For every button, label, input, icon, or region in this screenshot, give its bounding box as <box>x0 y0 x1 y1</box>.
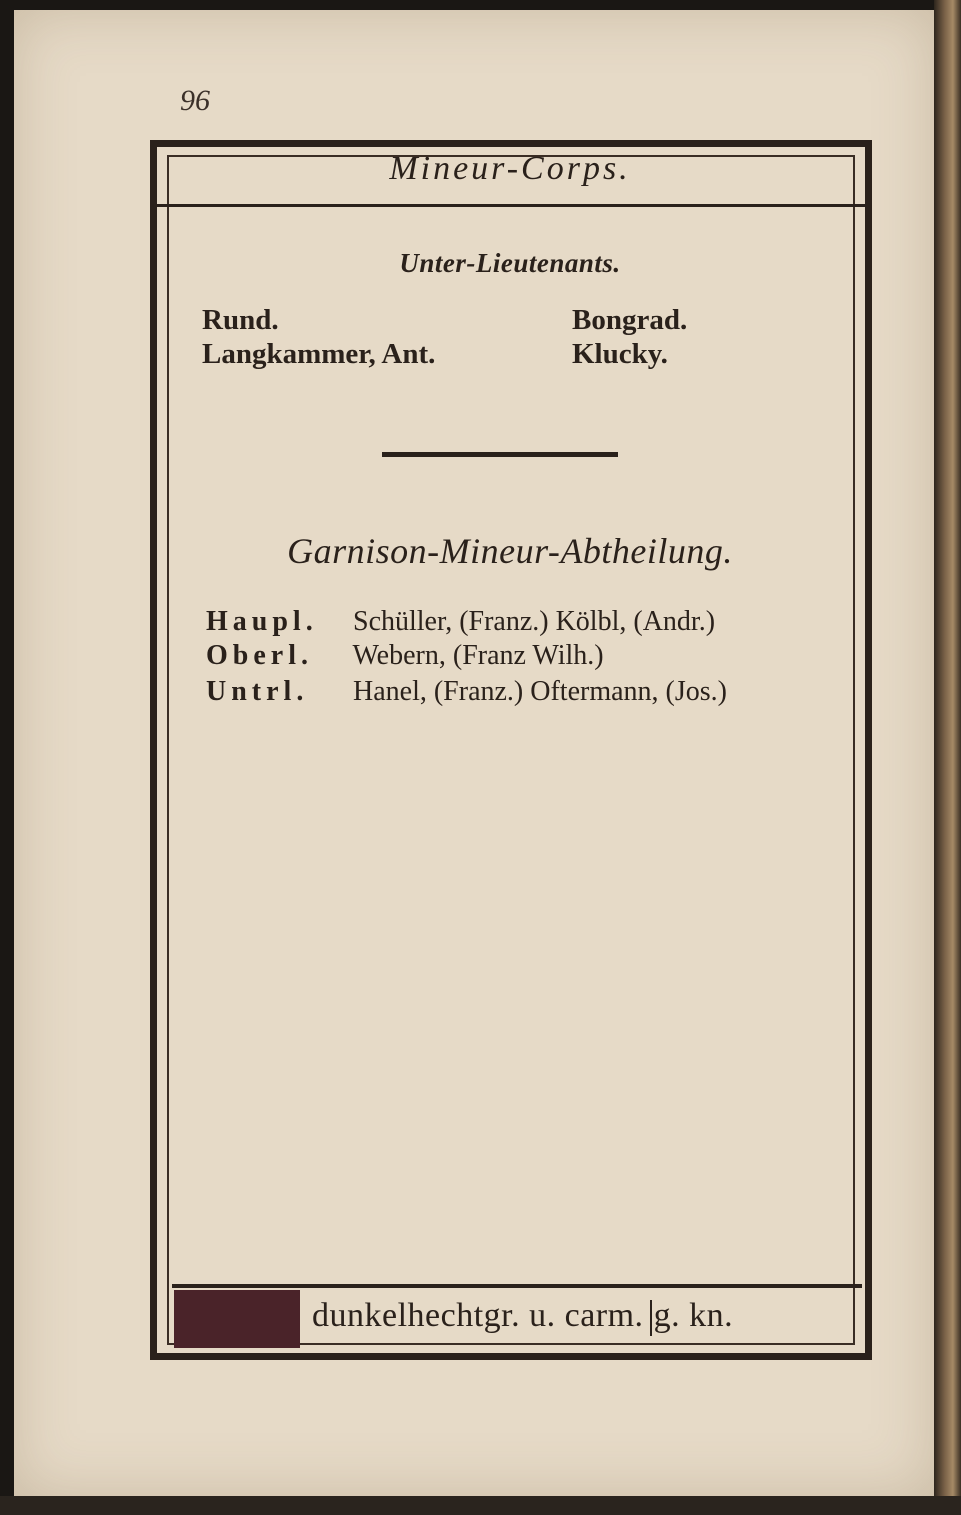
uniform-color-swatch <box>174 1290 300 1348</box>
footer-separator <box>650 1300 652 1336</box>
book-spine <box>934 0 961 1515</box>
section-divider <box>382 452 618 457</box>
uniform-description <box>312 1297 733 1336</box>
section-heading-garnison: Garnison-Mineur-Abtheilung. <box>287 531 733 571</box>
uniform-buttons: g. kn. <box>653 1297 734 1334</box>
rank-row <box>206 640 604 672</box>
page-number: 96 <box>180 84 210 117</box>
officer-name: Rund. <box>202 304 279 336</box>
corps-title: Mineur-Corps. <box>389 150 631 187</box>
officer-name: Klucky. <box>572 338 668 370</box>
rank-row <box>206 606 715 638</box>
footer-rule <box>172 1284 862 1288</box>
rank-label: Oberl. <box>206 640 313 671</box>
header-rule <box>152 204 868 207</box>
uniform-colors: dunkelhechtgr. u. carm. <box>312 1297 644 1334</box>
page-bottom-edge <box>0 1496 961 1515</box>
rank-names: Schüller, (Franz.) Kölbl, (Andr.) <box>353 606 716 637</box>
rank-names: Webern, (Franz Wilh.) <box>352 640 604 671</box>
officer-name: Bongrad. <box>572 304 688 336</box>
section-heading-unter-lieutenants: Unter-Lieutenants. <box>399 248 621 278</box>
rank-names: Hanel, (Franz.) Oftermann, (Jos.) <box>353 676 727 707</box>
rank-label: Untrl. <box>206 676 309 707</box>
rank-label: Haupl. <box>206 606 318 637</box>
officer-name: Langkammer, Ant. <box>202 338 436 370</box>
rank-row <box>206 676 727 708</box>
